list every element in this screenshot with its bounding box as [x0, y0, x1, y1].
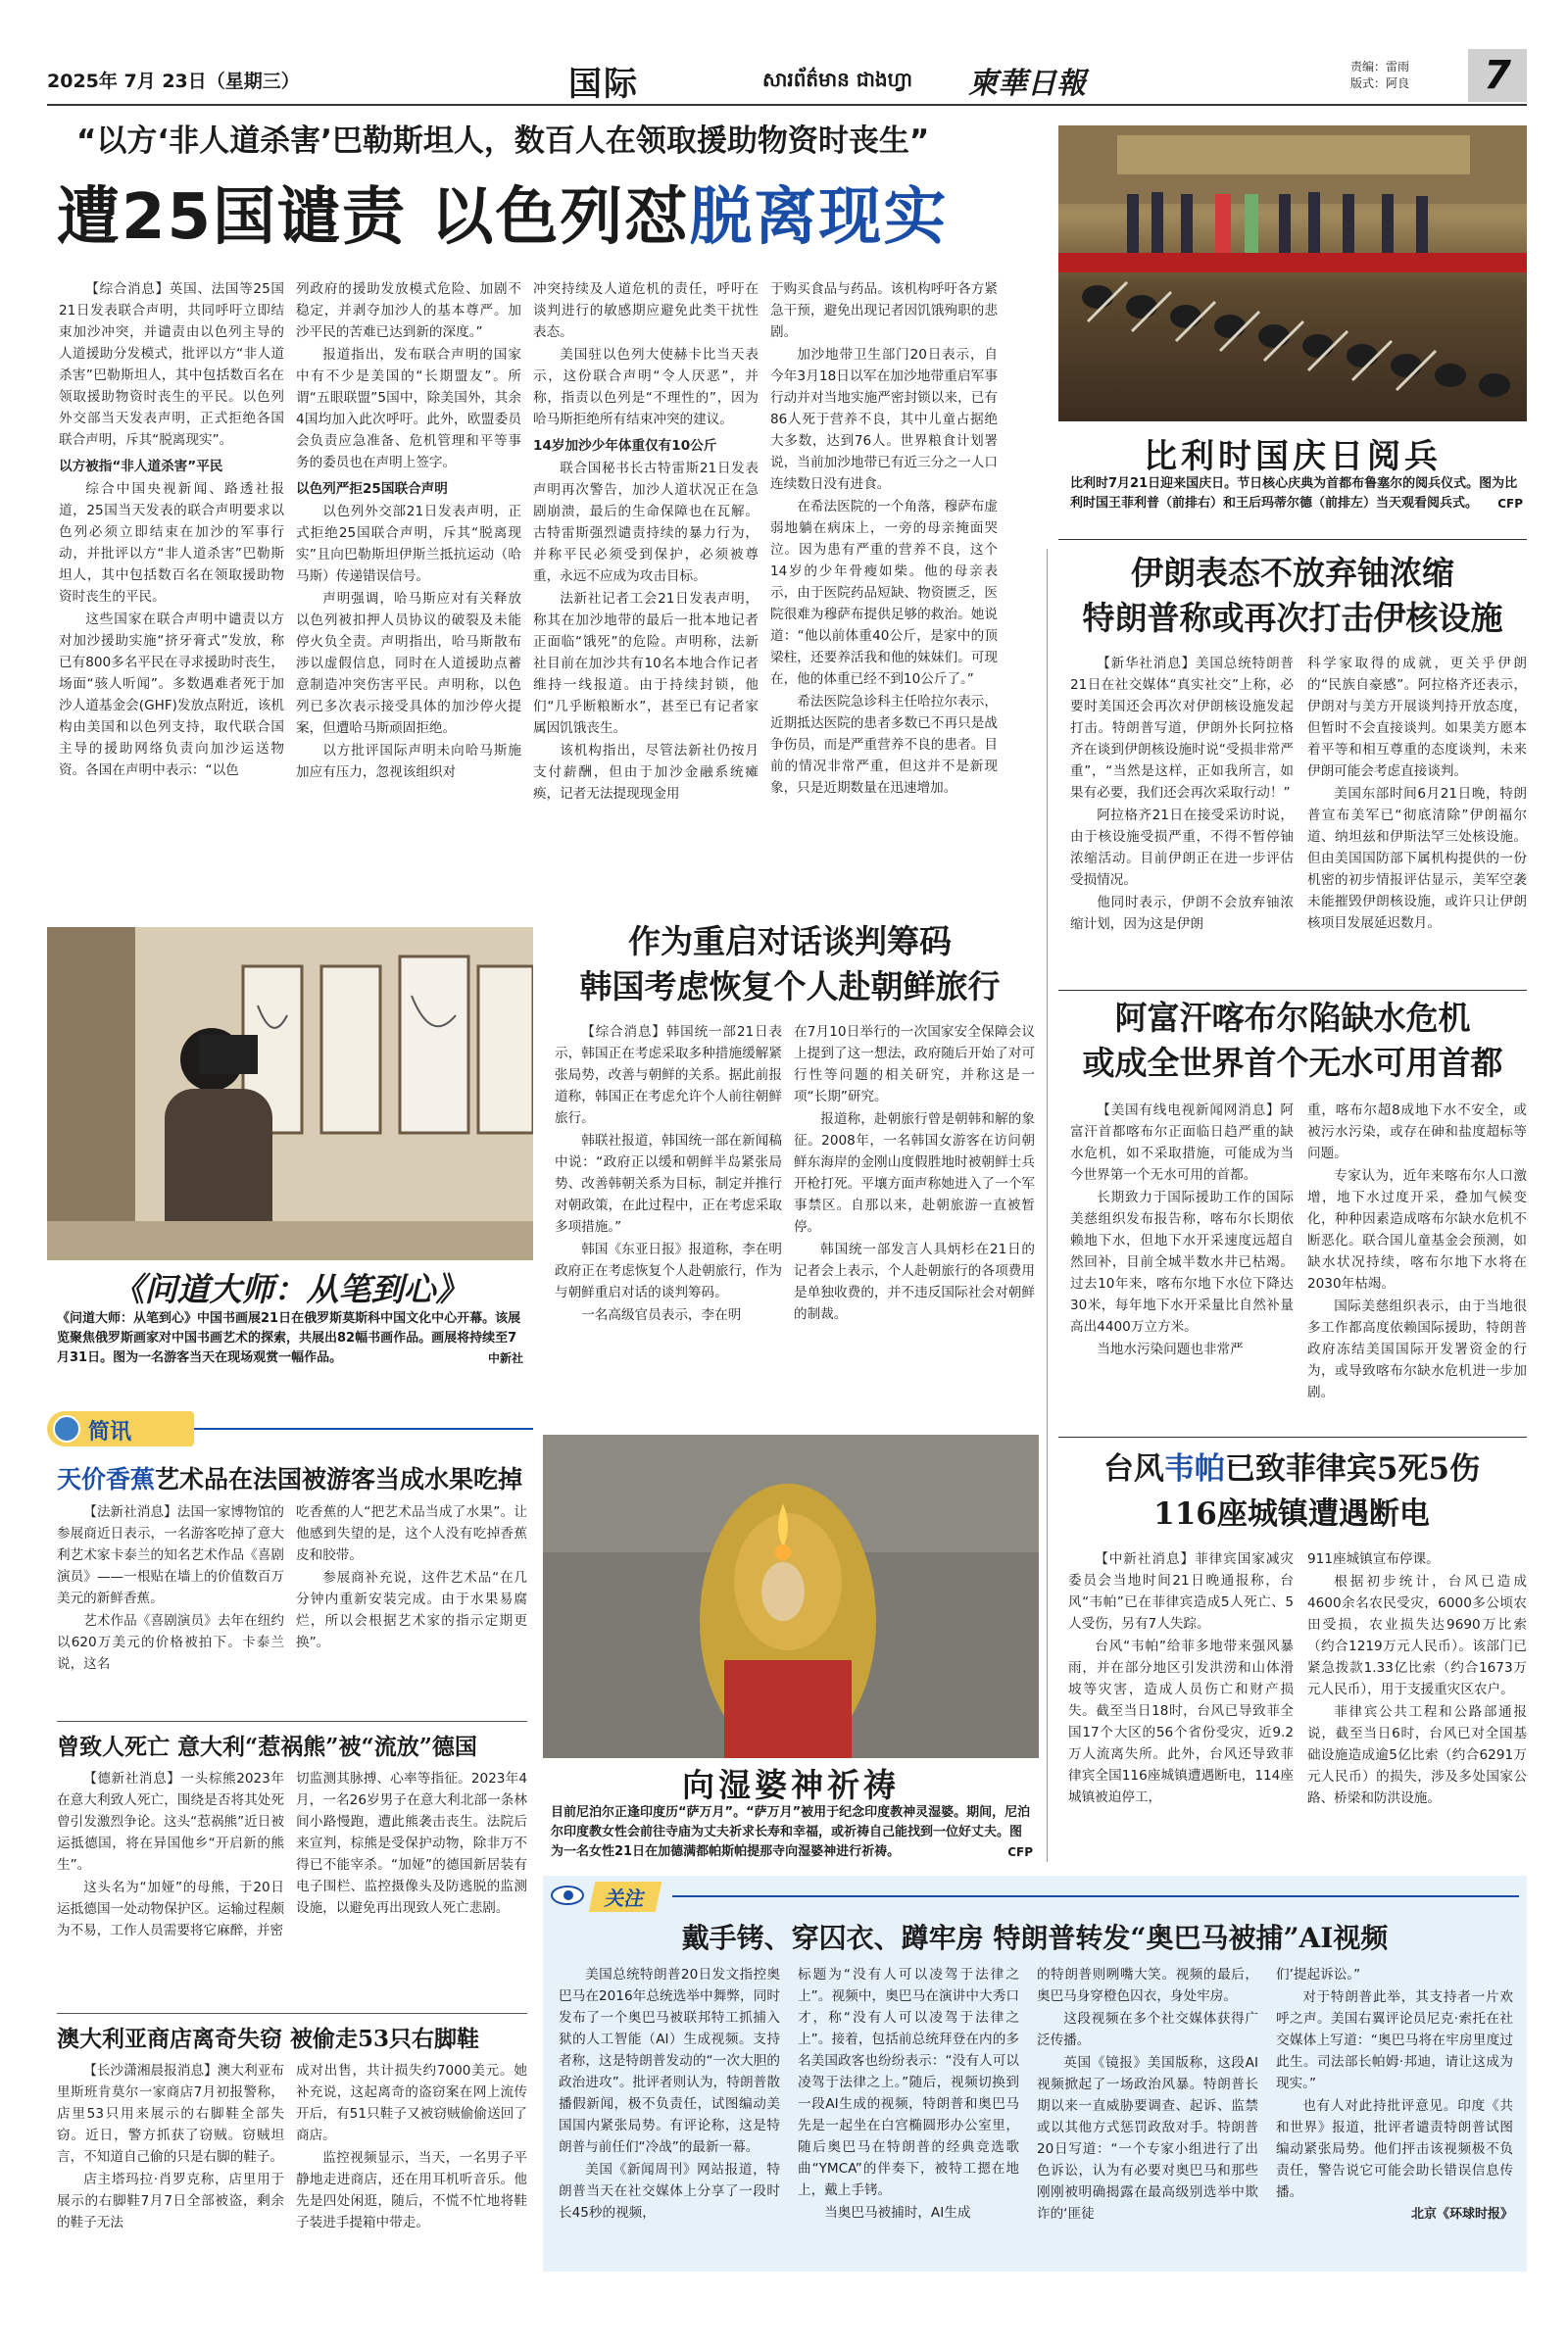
iran-column-2: 科学家取得的成就，更关乎伊朗的“民族自豪感”。阿拉格齐还表示，伊朗对与美方开展谈判持开放态度，但暂时不会直接谈判。如果美方愿本着平等和相互尊重的态度谈判，未来伊朗可能会考虑直接谈判。 美国东部时间6月21日晚，特朗普宣布美军已“彻底清除”伊朗福尔道、纳坦兹和伊斯法罕三处核设施。但由美国国防部下属机构提供的一份机密的初步情报评估显示，美军空袭未能摧毁伊朗核设施，或许只让伊朗核项目发展延迟数月。	[1307, 656, 1527, 931]
nepal-photo-title: 向湿婆神祈祷	[682, 1766, 900, 1804]
focus-section	[543, 1876, 1527, 2272]
focus-top-rule	[672, 1895, 1519, 1897]
iran-column-1: 【新华社消息】美国总统特朗普21日在社交媒体“真实社交”上称，必要时美国还会再次对伊朗核设施发起打击。特朗普写道，伊朗外长阿拉格齐在谈到伊朗核设施时说“受损非常严重”，“当然是这样，正如我所言，如果有必要，我们还会再次采取行动！” 阿拉格齐21日在接受采访时说，由于核设施受损严重，不得不暂停铀浓缩活动。目前伊朗正在进一步评估受损情况。 他同时表示，伊朗不会放弃铀浓缩计划，因为这是伊朗	[1070, 656, 1294, 932]
korea-column-2: 在7月10日举行的一次国家安全保障会议上提到了这一想法，政府随后开始了对可行性等问题的相关研究，并称这是一项“长期”研究。 报道称，赴朝旅行曾是朝韩和解的象征。2008年，一名韩国女游客在访问朝鲜东海岸的金刚山度假胜地时被朝鲜士兵开枪打死。平壤方面声称她进入了一个军事禁区。自那以来，赴朝旅游一直被暂停。 韩国统一部发言人具炳杉在21日的记者会上表示，个人赴朝旅行的各项费用是单独收费的，并不违反国际社会对朝鲜的制裁。	[794, 1024, 1035, 1322]
focus-column-4: 们’提起诉讼。” 对于特朗普此举，其支持者一片欢呼之声。美国右翼评论员尼克·索托在社交媒体上写道：“奥巴马将在牢房里度过此生。司法部长帕姆·邦迪，请让这成为现实。” 也有人对此持批评意见。印度《共和世界》报道，批评者谴责特朗普试图编动紧张局势。他们抨击该视频极不负责任，警告说它可能会助长错误信息传播。 北京《环球时报》	[1276, 1964, 1513, 2264]
nepal-prayer-illustration	[543, 1435, 1039, 1758]
paper-name: 柬華日報	[968, 67, 1086, 101]
masthead	[47, 53, 1527, 102]
belgium-photo-caption: 比利时7月21日迎来国庆日。节日核心庆典为首都布鲁塞尔的阅兵仪式。图为比利时国王菲利普（前排右）和王后玛蒂尔德（前排左）当天观看阅兵式。 CFP	[1070, 474, 1523, 514]
nepal-photo-credit: CFP	[1007, 1845, 1033, 1859]
brief-item3-column-1: 【长沙潇湘晨报消息】澳大利亚布里斯班肯莫尔一家商店7月初报警称，店里53只用来展示的右脚鞋全部失窃。近日，警方抓获了窃贼。窃贼坦言，不知道自己偷的只是右脚的鞋子。 店主塔玛拉·肖罗克称，店里用于展示的右脚鞋7月7日全部被盗，剩余的鞋子无法	[57, 2063, 284, 2230]
header-rule	[47, 104, 1527, 106]
lead-subhead-1: 以方被指“非人道杀害”平民	[59, 459, 223, 474]
kabul-divider	[1058, 1437, 1527, 1438]
lead-subhead-3: 14岁加沙少年体重仅有10公斤	[533, 438, 717, 454]
brief-item1-column-1: 【法新社消息】法国一家博物馆的参展商近日表示，一名游客吃掉了意大利艺术家卡泰兰的知名艺术作品《喜剧演员》——一根贴在墙上的价值数百万美元的新鲜香蕉。 艺术作品《喜剧演员》去年在纽约以620万美元的价格被拍下。卡泰兰说，这名	[57, 1504, 284, 1672]
korea-headline: 作为重启对话谈判筹码 韩国考虑恢复个人赴朝鲜旅行	[579, 922, 1001, 1005]
lead-headline-part1: 遭25国谴责 以色列怼	[57, 181, 690, 254]
brief-divider-1	[57, 1721, 527, 1722]
typhoon-column-2: 911座城镇宣布停课。 根据初步统计，台风已造成4600余名农民受灾，6000多公顷农田受损，农业损失达9690万比索（约合1219万元人民币）。该部门已紧急拨款1.33亿比索（约合1673万元人民币），用于支援重灾区农户。 菲律宾公共工程和公路部通报说，截至当日6时，台风已对全国基础设施造成逾5亿比索（约合6291万元人民币）的损失，涉及多处国家公路、桥梁和防洪设施。	[1307, 1551, 1527, 1806]
lead-column-2: 列政府的援助发放模式危险、加剧不稳定，并剥夺加沙人的基本尊严。加沙平民的苦难已达到新的深度。” 报道指出，发布联合声明的国家中有不少是美国的“长期盟友”。所谓“五眼联盟”5国中，除美国外，其余4国均加入此次呼吁。此外，欧盟委员会负责应急准备、危机管理和平等事务的委员也在声明上签字。 以色列严拒25国联合声明 以色列外交部21日发表声明，正式拒绝25国联合声明，斥其“脱离现实”且向巴勒斯坦伊斯兰抵抗运动（哈马斯）传递错误信号。 声明强调，哈马斯应对有关释放以色列被扣押人员协议的破裂及未能停火负全责。声明指出，哈马斯散布涉以虚假信息，同时在人道援助点蓄意制造冲突伤害平民。声明称，以色列已多次表示接受具体的加沙停火提案，但遭哈马斯顽固拒绝。 以方批评国际声明未向哈马斯施加应有压力，忽视该组织对	[296, 281, 521, 780]
lead-kicker: “以方‘非人道杀害’巴勒斯坦人，数百人在领取援助物资时丧生”	[76, 123, 930, 159]
nepal-prayer-photo	[543, 1435, 1039, 1758]
focus-column-3: 的特朗普则咧嘴大笑。视频的最后，奥巴马身穿橙色囚衣，身处牢房。 这段视频在多个社交媒体获得广泛传播。 英国《镜报》美国版称，这段AI视频掀起了一场政治风暴。特朗普长期以来一直威胁要调查、起诉、监禁或以其他方式惩罚政敌对手。特朗普20日写道：“一个专家小组进行了出色诉讼，认为有必要对奥巴马和那些刚刚被明确揭露在最高级别选举中欺诈的‘匪徒	[1037, 1967, 1258, 2222]
focus-label-tab	[551, 1882, 668, 1911]
brief-label-tab	[47, 1411, 194, 1446]
column-rule-right	[1047, 549, 1048, 1862]
kabul-headline: 阿富汗喀布尔陷缺水危机 或成全世界首个无水可用首都	[1082, 999, 1503, 1082]
nepal-photo-caption: 目前尼泊尔正逢印度历“萨万月”。“萨万月”被用于纪念印度教神灵湿婆。期间，尼泊尔印度教女性会前往寺庙为丈夫祈求长寿和幸福，或祈祷自己能找到一位好丈夫。图为一名女性21日在加德满都帕斯帕提那寺向湿婆神进行祈祷。 CFP	[551, 1803, 1033, 1862]
lead-column-3: 冲突持续及人道危机的责任，呼吁在谈判进行的敏感期应避免此类干扰性表态。 美国驻以色列大使赫卡比当天表示，这份联合声明“令人厌恶”，并称，指责以色列是“不理性的”，因为哈马斯拒绝所有结束冲突的建议。 14岁加沙少年体重仅有10公斤 联合国秘书长古特雷斯21日发表声明再次警告，加沙人道状况正在急剧崩溃，最后的生命保障也在瓦解。古特雷斯强烈谴责持续的暴力行为，并称平民必须受到保护，必须被尊重，永远不应成为攻击目标。 法新社记者工会21日发表声明，称其在加沙地带的最后一批本地记者正面临“饿死”的危险。声明称，法新社目前在加沙共有10名本地合作记者维持一线报道。由于持续封锁，他们“几乎断粮断水”，甚至已有记者家属因饥饿丧生。 该机构指出，尽管法新社仍按月支付薪酬，但由于加沙金融系统瘫痪，记者无法提现现金用	[533, 281, 759, 802]
focus-headline: 戴手铐、穿囚衣、蹲牢房 特朗普转发“奥巴马被捕”AI视频	[681, 1922, 1389, 1954]
focus-credit: 北京《环球时报》	[1410, 2207, 1513, 2222]
art-photo-caption: 《问道大师：从笔到心》中国书画展21日在俄罗斯莫斯科中国文化中心开幕。该展览聚焦俄罗斯画家对中国书画艺术的探索，共展出82幅书画作品。画展将持续至7月31日。图为一名游客当天在现场观赏一幅作品。 中新社	[57, 1309, 523, 1368]
art-photo-credit: 中新社	[487, 1351, 523, 1365]
lead-subhead-2: 以色列严拒25国联合声明	[296, 481, 448, 497]
brief-divider-2	[57, 2013, 527, 2014]
eye-icon	[551, 1886, 584, 1905]
brief-item2-column-2: 切监测其脉搏、心率等指征。2023年4月，一名26岁男子在意大利北部一条林间小路慢跑，遭此熊袭击丧生。法院后来宣判，棕熊是受保护动物，除非万不得已不能宰杀。“加娅”的德国新居装有电子围栏、监控摄像头及防逃脱的监测设施，以避免再出现致人死亡悲剧。	[296, 1771, 527, 1916]
layout-name: 阿良	[1386, 76, 1410, 90]
belgium-parade-illustration	[1058, 125, 1527, 421]
page-number: 7	[1468, 49, 1527, 102]
korea-column-1: 【综合消息】韩国统一部21日表示，韩国正在考虑采取多种措施缓解紧张局势，改善与朝鲜的关系。据此前报道称，韩国正在考虑允许个人前往朝鲜旅行。 韩联社报道，韩国统一部在新闻稿中说：“政府正以缓和朝鲜半岛紧张局势、改善韩朝关系为目标，制定并推行对朝政策，在此过程中，正在考虑采取多项措施。” 韩国《东亚日报》报道称，李在明政府正在考虑恢复个人赴朝旅行，作为与朝鲜重启对话的谈判筹码。 一名高级官员表示，李在明	[555, 1024, 782, 1323]
belgium-divider	[1058, 539, 1527, 540]
art-photo-title: 《问道大师：从笔到心》	[112, 1270, 468, 1308]
globe-icon	[53, 1415, 80, 1443]
focus-column-2: 标题为“没有人可以凌驾于法律之上”。视频中，奥巴马在演讲中大秀口才，称“没有人可以凌驾于法律之上”。接着，包括前总统拜登在内的多名美国政客也纷纷表示：“没有人可以凌驾于法律之上。”随后，视频切换到一段AI生成的视频，特朗普和奥巴马先是一起坐在白宫椭圆形办公室里，随后奥巴马在特朗普的经典竞选歌曲“YMCA”的伴奏下，被特工摁在地上，戴上手铐。 当奥巴马被捕时，AI生成	[798, 1967, 1019, 2221]
editor-credits: 责编：雷雨 版式：阿良	[1350, 60, 1410, 90]
lead-column-1: 【综合消息】英国、法国等25国21日发表联合声明，共同呼吁立即结束加沙冲突，并谴责由以色列主导的人道援助分发模式，批评以方“非人道杀害”巴勒斯坦人，其中包括数百名在领取援助物资时丧生的平民。以色列外交部当天发表声明，正式拒绝各国联合声明，斥其“脱离现实”。 以方被指“非人道杀害”平民 综合中国央视新闻、路透社报道，25国当天发表的联合声明要求以色列必须立即结束在加沙的军事行动，并批评以方“非人道杀害”巴勒斯坦人，其中包括数百名在领取援助物资时丧生的平民。 这些国家在联合声明中谴责以方对加沙援助实施“挤牙膏式”发放，称已有800多名平民在寻求援助时丧生，场面“骇人听闻”。多数遇难者死于加沙人道基金会(GHF)发放点附近，该机构由美国和以色列支持，取代联合国主导的援助网络负责向加沙运送物资。各国在声明中表示：“以色	[59, 281, 284, 778]
kabul-column-2: 重，喀布尔超8成地下水不安全，或被污水污染，或存在砷和盐度超标等问题。 专家认为，近年来喀布尔人口激增，地下水过度开采，叠加气候变化，种种因素造成喀布尔缺水危机不断恶化。联合国儿童基金会预测，如缺水状况持续，喀布尔地下水将在2030年枯竭。 国际美慈组织表示，由于当地很多工作都高度依赖国际援助，特朗普政府冻结美国国际开发署资金的行为，或导致喀布尔缺水危机进一步加剧。	[1307, 1102, 1527, 1400]
belgium-parade-photo	[1058, 125, 1527, 421]
brief-top-rule	[194, 1428, 533, 1430]
lead-column-4: 于购买食品与药品。该机构呼吁各方紧急干预，避免出现记者因饥饿殉职的悲剧。 加沙地带卫生部门20日表示，自今年3月18日以军在加沙地带重启军事行动并对当地实施严密封锁以来，已有86人死于营养不良，其中儿童占据绝大多数，达到76人。世界粮食计划署说，当前加沙地带已有近三分之一人口连续数日没有进食。 在希法医院的一个角落，穆萨布虚弱地躺在病床上，一旁的母亲掩面哭泣。因为患有严重的营养不良，这个14岁的少年骨瘦如柴。他的母亲表示，由于医院药品短缺、物资匮乏，医院很难为穆萨布提供足够的救治。她说道：“他以前体重40公斤，是家中的顶梁柱，还要养活我和他的妹妹们。可现在，他的体重已经不到10公斤了。” 希法医院急诊科主任哈拉尔表示，近期抵达医院的患者多数已不再只是战争伤员，而是严重营养不良的患者。目前的情况非常严重，但这并不是新现象，只是近期数量在迅速增加。	[770, 281, 998, 796]
art-exhibition-photo	[47, 927, 533, 1260]
brief-item2-headline: 曾致人死亡 意大利“惹祸熊”被“流放”德国	[57, 1734, 477, 1760]
issue-date: 2025年 7月 23日（星期三）	[47, 71, 300, 92]
focus-label: 关注	[589, 1882, 662, 1912]
focus-column-1: 美国总统特朗普20日发文指控奥巴马在2016年总统选举中舞弊，同时发布了一个奥巴马被联邦特工抓捕入狱的人工智能（AI）生成视频。支持者称，这是特朗普发动的“一次大胆的政治进攻”。批评者则认为，特朗普散播假新闻，极不负责任，试图编动美国国内紧张局势。有评论称，这是特朗普与前任们“冷战”的最新一幕。 美国《新闻周刊》网站报道，特朗普当天在社交媒体上分享了一段时长45秒的视频，	[559, 1967, 780, 2221]
brief-section	[47, 1411, 533, 2272]
iran-headline: 伊朗表态不放弃铀浓缩 特朗普称或再次打击伊核设施	[1082, 554, 1503, 637]
lead-headline	[57, 167, 1047, 257]
section-name: 国际	[568, 65, 639, 104]
belgium-photo-title: 比利时国庆日阅兵	[1144, 437, 1442, 476]
brief-item2-column-1: 【德新社消息】一头棕熊2023年在意大利致人死亡，围绕是否将其处死曾引发激烈争论。这头“惹祸熊”近日被运抵德国，将在异国他乡“开启新的熊生”。 这头名为“加娅”的母熊，于20日运抵德国一处动物保护区。运输过程颇为不易，工作人员需要将它麻醉，并密	[57, 1771, 284, 1938]
lead-headline-part2: 脱离现实	[689, 181, 949, 254]
brief-item1-headline: 天价香蕉艺术品在法国被游客当成水果吃掉	[57, 1465, 523, 1494]
kabul-column-1: 【美国有线电视新闻网消息】阿富汗首都喀布尔正面临日趋严重的缺水危机，如不采取措施，可能成为当今世界第一个无水可用的首都。 长期致力于国际援助工作的国际美慈组织发布报告称，喀布尔长期依赖地下水，但地下水开采速度远超自然回补，目前全城半数水井已枯竭。过去10年来，喀布尔地下水位下降达30米，每年地下水开采量比自然补量高出4400万立方米。 当地水污染问题也非常严	[1070, 1102, 1294, 1357]
belgium-photo-credit: CFP	[1497, 497, 1523, 511]
brief-item3-column-2: 成对出售，共计损失约7000美元。她补充说，这起离奇的盗窃案在网上流传开后，有51只鞋子又被窃贼偷偷送回了商店。 监控视频显示，当天，一名男子平静地走进商店，还在用耳机听音乐。他先是四处闲逛，随后，不慌不忙地将鞋子装进手提箱中带走。	[296, 2063, 527, 2230]
editor-name: 雷雨	[1386, 60, 1410, 74]
brief-item1-column-2: 吃香蕉的人“把艺术品当成了水果”。让他感到失望的是，这个人没有吃掉香蕉皮和胶带。 参展商补充说，这件艺术品“在几分钟内重新安装完成。由于水果易腐烂，所以会根据艺术家的指示定期更换”。	[296, 1504, 527, 1650]
typhoon-column-1: 【中新社消息】菲律宾国家减灾委员会当地时间21日晚通报称，台风“韦帕”已在菲律宾造成5人死亡、5人受伤，另有7人失踪。 台风“韦帕”给菲多地带来强风暴雨，并在部分地区引发洪涝和山体滑坡等灾害，造成人员伤亡和财产损失。截至当日18时，台风已导致菲全国17个大区的56个省份受灾，近9.2万人流离失所。此外，台风还导致菲律宾全国116座城镇遭遇断电，114座城镇被迫停工，	[1068, 1551, 1294, 1805]
paper-khmer-name: សារព័ត៌មាន ជាងហ្វា	[762, 68, 912, 91]
iran-divider	[1058, 990, 1527, 991]
brief-label: 简讯	[88, 1420, 132, 1445]
brief-item3-headline: 澳大利亚商店离奇失窃 被偷走53只右脚鞋	[57, 2026, 480, 2052]
typhoon-headline: 台风韦帕已致菲律宾5死5伤 116座城镇遭遇断电	[1102, 1451, 1481, 1532]
art-exhibition-illustration	[47, 927, 533, 1260]
